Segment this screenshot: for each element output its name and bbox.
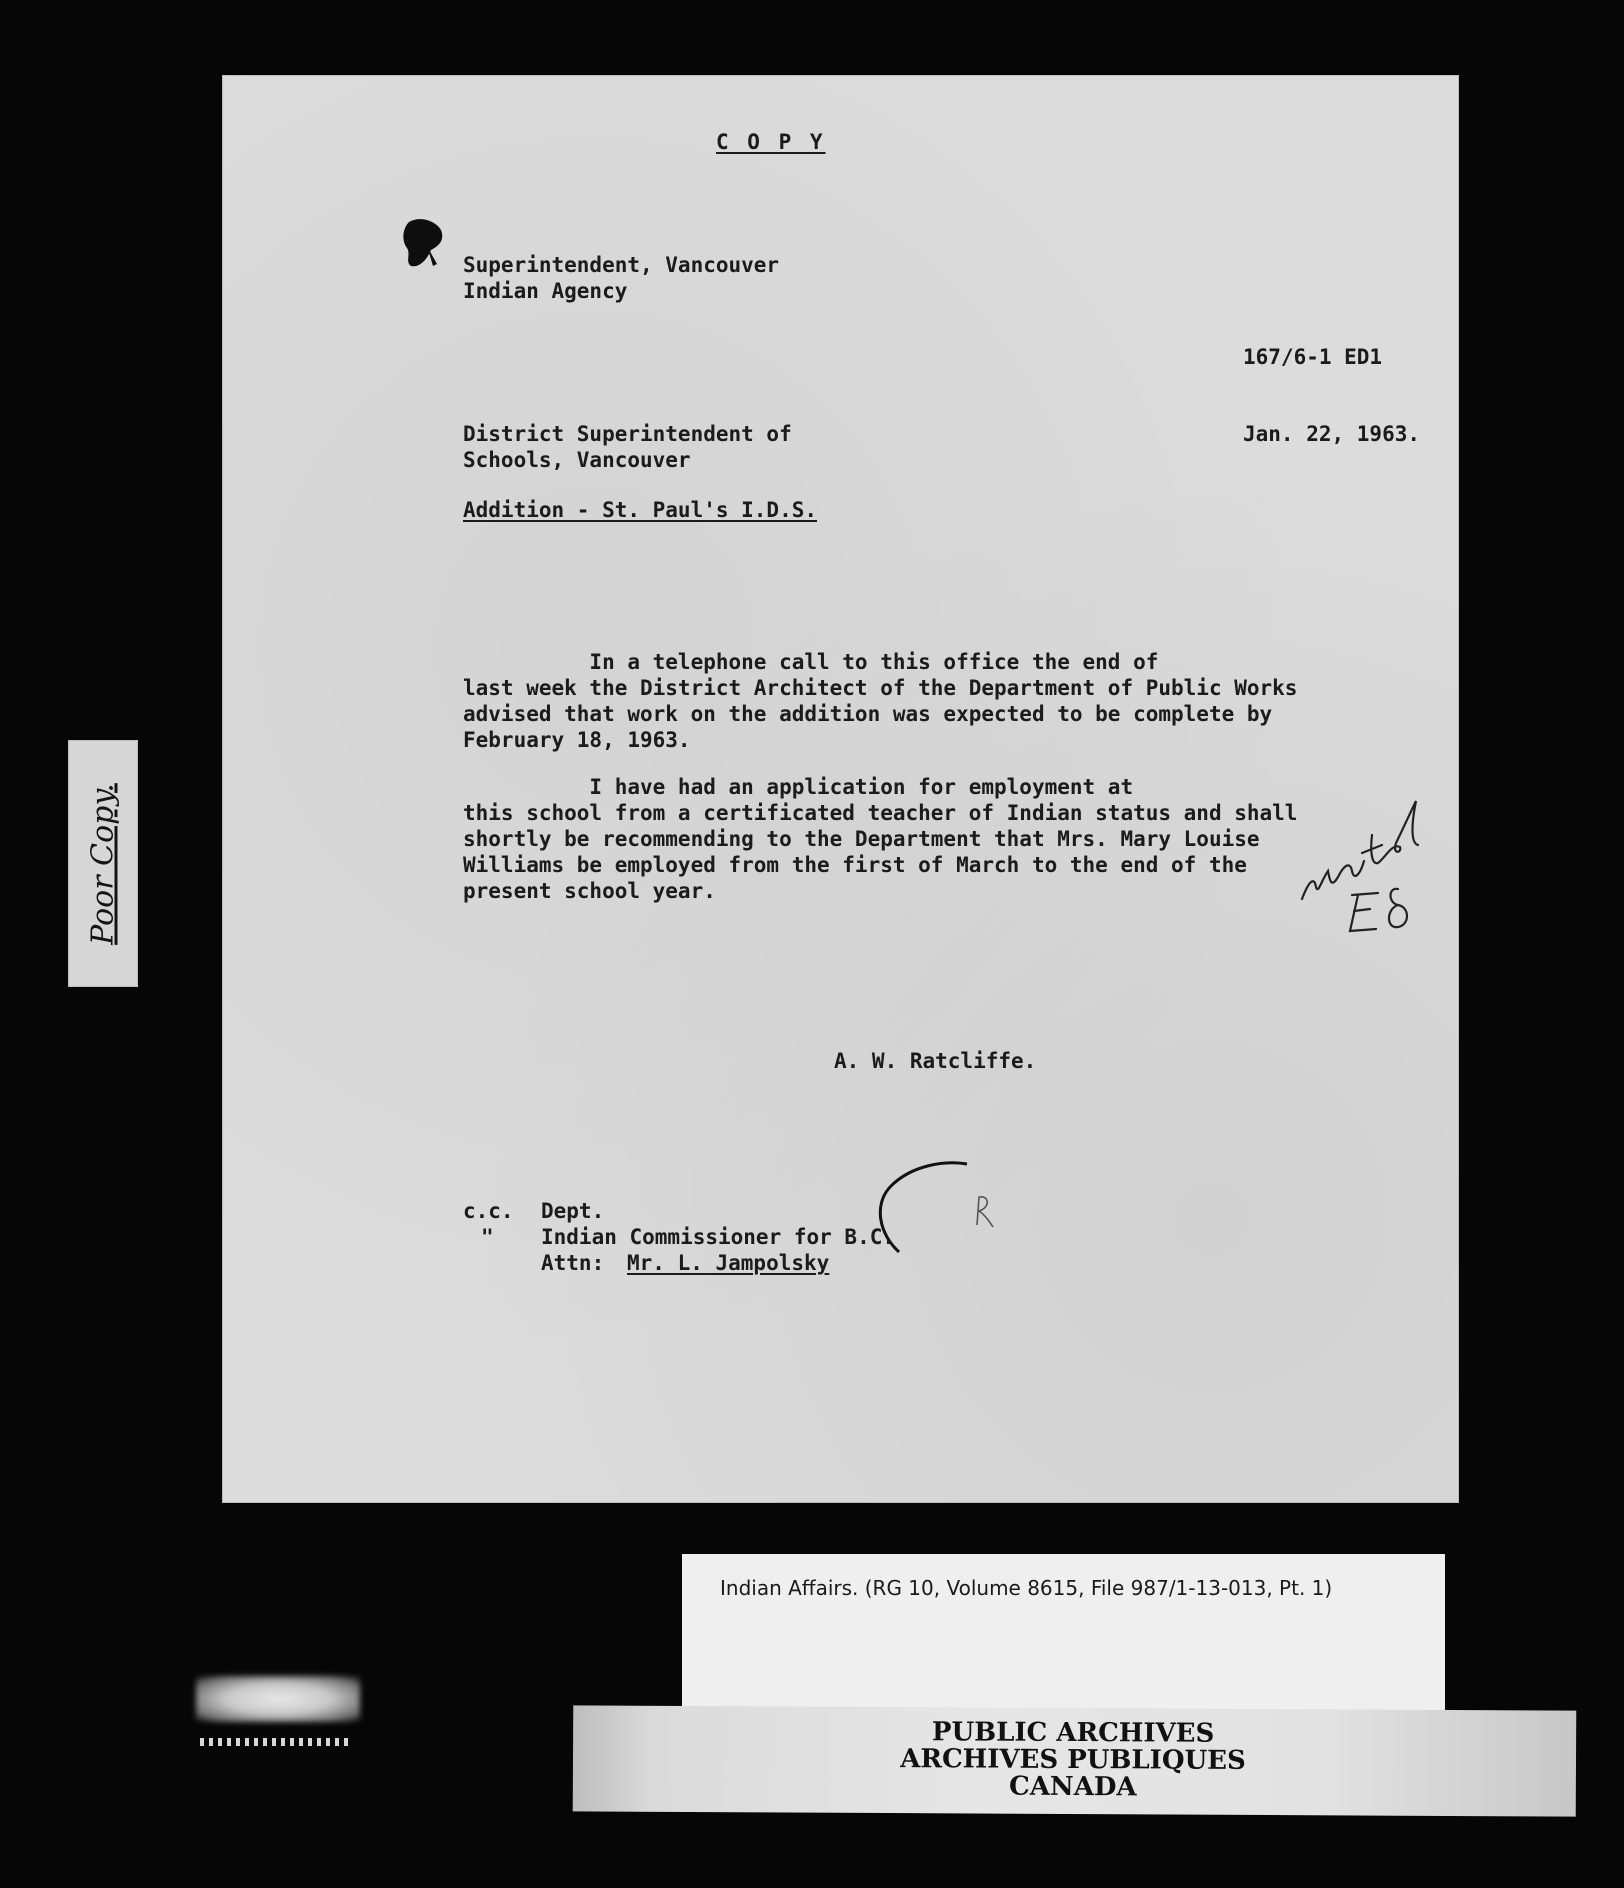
film-edge-ticks	[200, 1738, 350, 1746]
ink-blot-mark	[401, 216, 445, 272]
paragraph-line: I have had an application for employment at	[463, 775, 1134, 799]
paragraph-line: Williams be employed from the first of March to the end of the	[463, 853, 1247, 877]
poor-copy-tag-text: Poor Copy.	[85, 782, 121, 945]
archive-stamp	[863, 1719, 1283, 1805]
letter-date: Jan. 22, 1963.	[1243, 422, 1421, 446]
body-paragraph-1	[463, 649, 1343, 753]
cc-recipient-2: Indian Commissioner for B.C.	[541, 1225, 896, 1249]
film-edge-marker	[196, 1676, 360, 1722]
file-reference: 167/6-1 ED1	[1243, 345, 1383, 369]
cc-recipient-1: Dept.	[541, 1199, 605, 1223]
cc-attention-label: Attn:	[541, 1251, 605, 1275]
addressee-line-2: Indian Agency	[463, 279, 628, 303]
paragraph-line: February 18, 1963.	[463, 728, 691, 752]
sender-line-2: Schools, Vancouver	[463, 448, 691, 472]
cc-label: c.c.	[463, 1199, 514, 1223]
paragraph-line: last week the District Architect of the Department of Public Works	[463, 676, 1298, 700]
stamp-line-1: PUBLIC ARCHIVES	[931, 1717, 1215, 1749]
addressee-line-1: Superintendent, Vancouver	[463, 253, 780, 277]
subject-line: Addition - St. Paul's I.D.S.	[463, 498, 818, 522]
body-paragraph-2	[463, 774, 1343, 904]
paragraph-line: shortly be recommending to the Department that Mrs. Mary Louise	[463, 827, 1260, 851]
paragraph-line: advised that work on the addition was expected to be complete by	[463, 702, 1273, 726]
stamp-line-2: ARCHIVES PUBLIQUES	[900, 1744, 1246, 1776]
archive-stamp-strip	[573, 1705, 1577, 1816]
letter-sheet	[223, 76, 1458, 1502]
signer-name: A. W. Ratcliffe.	[834, 1049, 1037, 1073]
poor-copy-tag	[68, 740, 138, 987]
cc-ditto-mark: "	[481, 1225, 494, 1249]
paragraph-line: present school year.	[463, 879, 716, 903]
sender-line-1: District Superintendent of	[463, 422, 792, 446]
archive-citation-text: Indian Affairs. (RG 10, Volume 8615, File 987/1-13-013, Pt. 1)	[720, 1576, 1333, 1600]
copy-heading: C O P Y	[716, 130, 826, 154]
paragraph-line: In a telephone call to this office the end of	[463, 650, 1159, 674]
cc-attention-name: Mr. L. Jampolsky	[627, 1251, 830, 1275]
paragraph-line: this school from a certificated teacher of Indian status and shall	[463, 801, 1298, 825]
handwritten-noted-annotation	[1298, 791, 1438, 941]
stamp-line-3: CANADA	[1009, 1771, 1137, 1803]
initial-mark	[967, 1191, 997, 1231]
